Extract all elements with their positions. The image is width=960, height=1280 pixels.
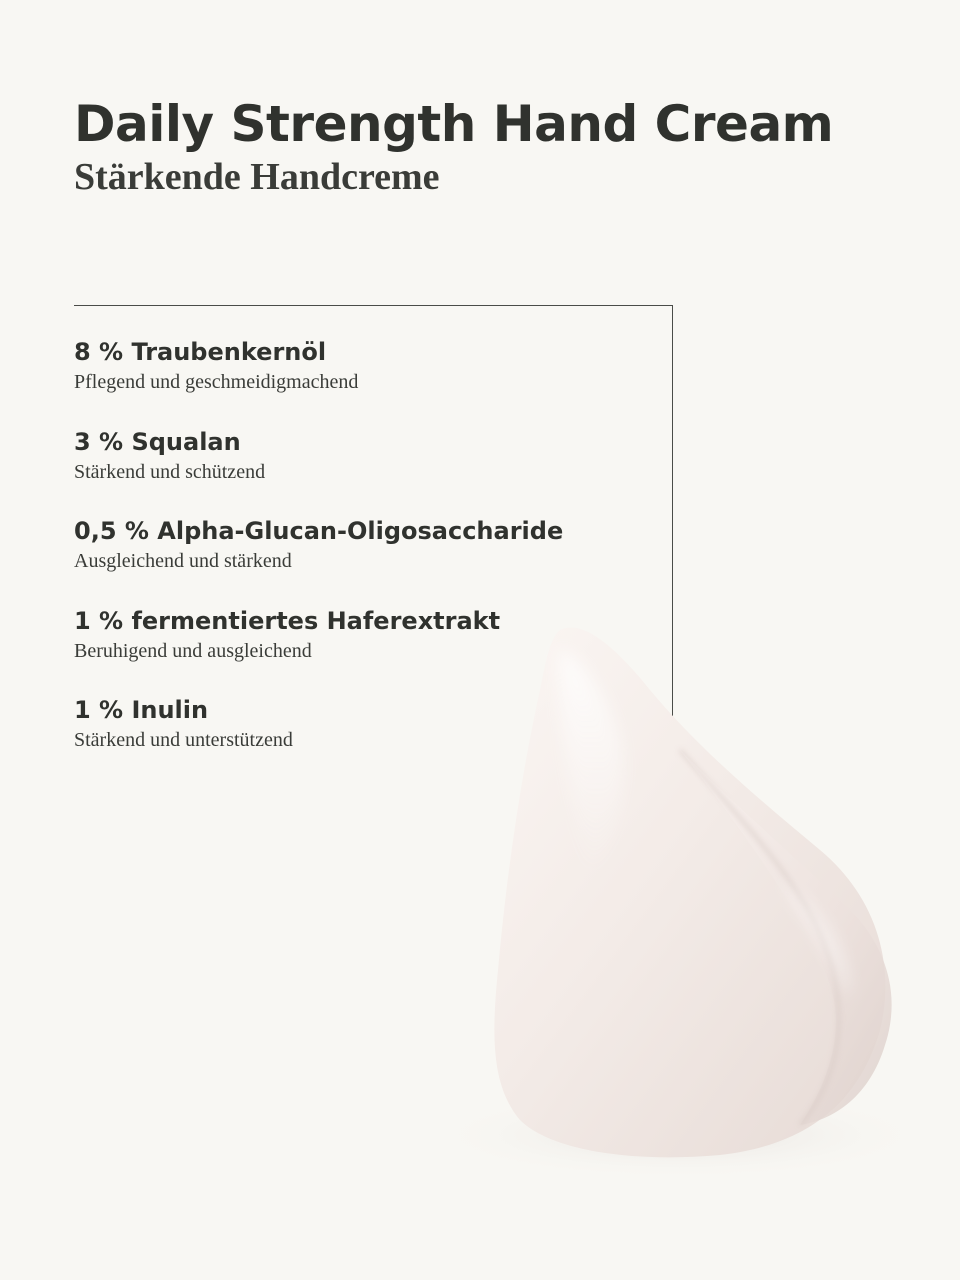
ingredient-item <box>74 336 654 426</box>
ingredient-name: 8 % Traubenkernöl <box>74 338 327 366</box>
ingredient-name: 1 % Inulin <box>74 696 209 724</box>
ingredient-name: 3 % Squalan <box>74 427 241 456</box>
ingredient-item <box>74 426 654 516</box>
product-title: Daily Strength Hand Cream <box>74 95 834 153</box>
frame-top-line <box>74 305 673 306</box>
cream-swirl-image <box>380 580 940 1220</box>
ingredient-name: 0,5 % Alpha-Glucan-Oligosaccharide <box>74 517 564 545</box>
ingredient-description: Stärkend und schützend <box>74 460 266 483</box>
ingredient-description: Stärkend und unterstützend <box>74 729 293 751</box>
ingredient-description: Beruhigend und ausgleichend <box>74 639 312 662</box>
ingredient-description: Ausgleichend und stärkend <box>74 550 292 572</box>
ingredient-description: Pflegend und geschmeidigmachend <box>74 371 359 393</box>
ingredient-name: 1 % fermentiertes Haferextrakt <box>74 606 501 635</box>
product-subtitle: Stärkende Handcreme <box>74 156 440 198</box>
